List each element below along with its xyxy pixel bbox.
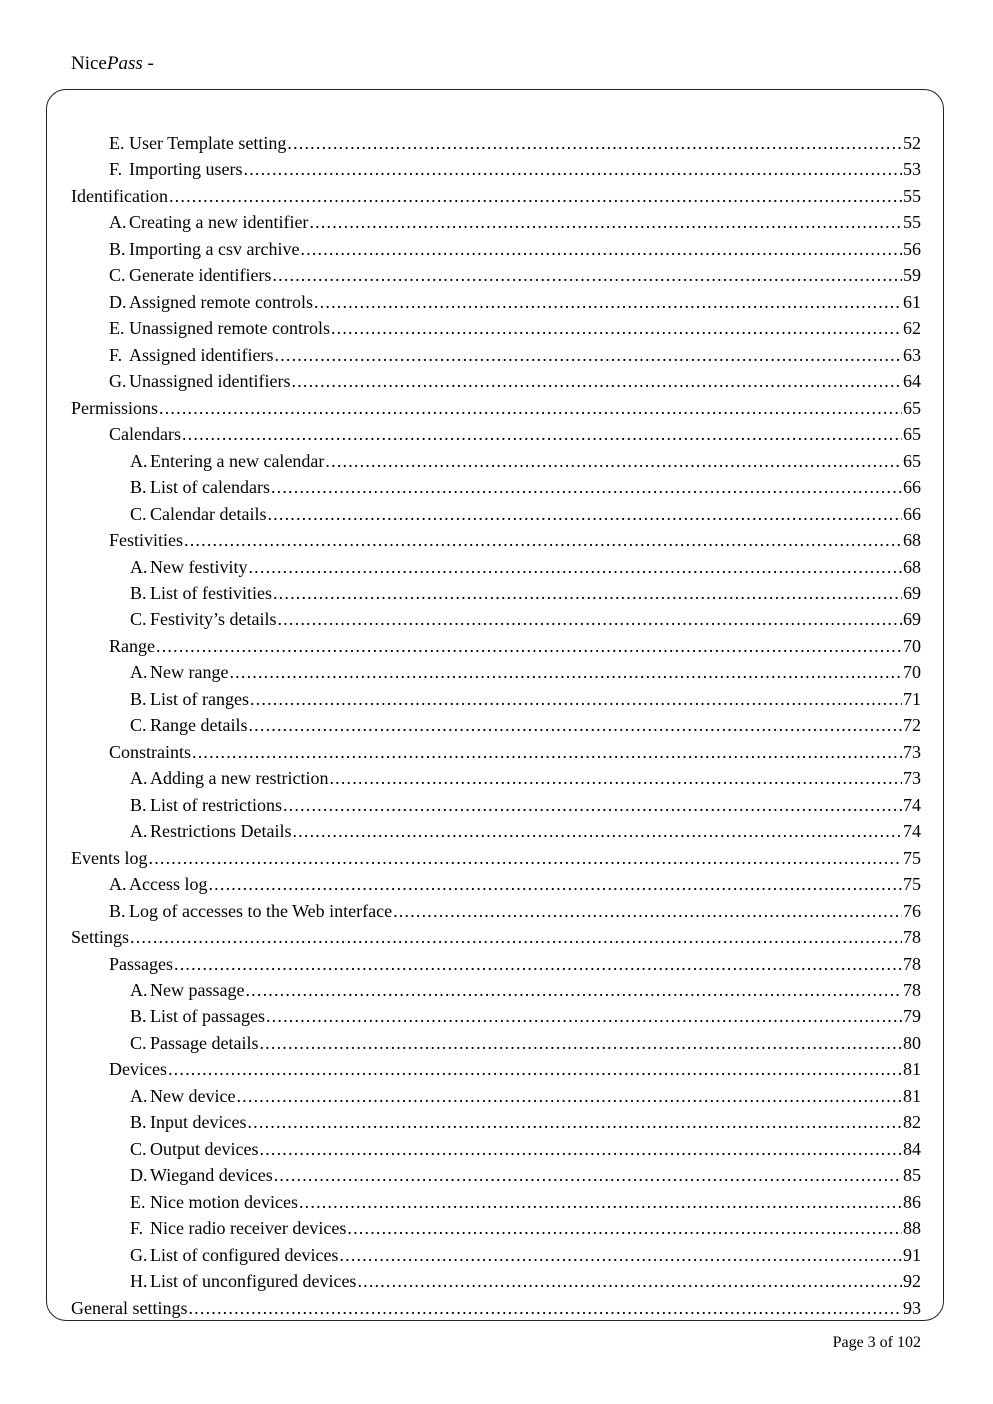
toc-entry-page: 64 <box>903 371 921 392</box>
toc-entry-letter: A. <box>130 556 148 577</box>
toc-entry-title <box>130 501 266 527</box>
toc-leader-dots <box>247 1109 902 1135</box>
toc-entry[interactable] <box>71 1109 921 1135</box>
toc-entry-letter: B. <box>130 688 147 709</box>
toc-entry-text: List of calendars <box>150 477 270 498</box>
toc-entry[interactable] <box>71 1189 921 1215</box>
toc-leader-dots <box>331 315 902 341</box>
toc-entry-text: New festivity <box>150 556 248 577</box>
toc-entry[interactable] <box>71 1162 921 1188</box>
toc-entry-title <box>109 236 299 262</box>
toc-entry-page: 78 <box>903 927 921 948</box>
toc-entry-title <box>130 1003 265 1029</box>
toc-entry-page: 69 <box>903 609 921 630</box>
toc-entry-text: Creating a new identifier <box>129 212 309 233</box>
toc-entry-page: 65 <box>903 424 921 445</box>
toc-entry-text: Adding a new restriction <box>150 768 329 789</box>
toc-entry[interactable] <box>71 686 921 712</box>
toc-entry-text: List of restrictions <box>150 794 282 815</box>
toc-entry-page: 82 <box>903 1112 921 1133</box>
toc-entry-page: 72 <box>903 715 921 736</box>
toc-entry[interactable] <box>71 580 921 606</box>
toc-entry-title <box>130 818 291 844</box>
toc-entry-page: 92 <box>903 1271 921 1292</box>
toc-entry-title <box>71 845 148 871</box>
toc-entry-letter: C. <box>109 265 126 286</box>
toc-entry-letter: E. <box>109 133 125 153</box>
toc-entry-title <box>109 342 273 368</box>
toc-entry[interactable] <box>71 421 921 447</box>
toc-entry-letter: B. <box>130 477 147 498</box>
toc-entry-text: Input devices <box>150 1112 247 1133</box>
toc-entry-page: 93 <box>903 1297 921 1318</box>
toc-entry-text: Festivity’s details <box>150 609 277 630</box>
toc-entry[interactable] <box>71 156 921 182</box>
toc-entry-page: 63 <box>903 344 921 365</box>
toc-leader-dots <box>229 659 902 685</box>
toc-entry-page: 52 <box>903 133 921 153</box>
toc-entry-text: Importing users <box>129 159 243 180</box>
toc-entry-title <box>109 1056 167 1082</box>
toc-entry-letter: E. <box>109 318 125 339</box>
toc-entry-page: 74 <box>903 794 921 815</box>
toc-entry-text: Log of accesses to the Web interface <box>129 900 393 921</box>
toc-entry-letter: B. <box>109 900 126 921</box>
toc-entry-page: 56 <box>903 238 921 259</box>
toc-entry[interactable] <box>71 262 921 288</box>
toc-entry[interactable] <box>71 209 921 235</box>
toc-entry-page: 91 <box>903 1244 921 1265</box>
toc-leader-dots <box>329 765 902 791</box>
brand-name-italic: Pass <box>106 53 143 74</box>
toc-entry[interactable] <box>71 554 921 580</box>
toc-entry-title <box>71 1295 187 1321</box>
toc-leader-dots <box>266 1003 902 1029</box>
toc-leader-dots <box>248 554 902 580</box>
toc-entry-text: Settings <box>71 927 130 948</box>
toc-entry-page: 70 <box>903 635 921 656</box>
toc-entry[interactable] <box>71 130 921 156</box>
toc-leader-dots <box>267 501 902 527</box>
toc-leader-dots <box>325 448 902 474</box>
toc-entry-title <box>130 1215 346 1241</box>
toc-entry[interactable] <box>71 606 921 632</box>
toc-entry-page: 55 <box>903 185 921 206</box>
toc-entry-page: 55 <box>903 212 921 233</box>
toc-entry-title <box>109 421 181 447</box>
toc-entry-text: Passage details <box>150 1032 259 1053</box>
toc-entry[interactable] <box>71 1030 921 1056</box>
toc-entry-title <box>130 1189 298 1215</box>
toc-entry[interactable] <box>71 395 921 421</box>
toc-entry-title <box>130 792 282 818</box>
toc-leader-dots <box>274 1162 902 1188</box>
toc-entry-text: Entering a new calendar <box>150 450 325 471</box>
toc-entry-title <box>109 130 286 156</box>
toc-leader-dots <box>291 368 902 394</box>
toc-entry-letter: A. <box>130 980 148 1000</box>
toc-entry[interactable] <box>71 1242 921 1268</box>
toc-leader-dots <box>236 1083 902 1109</box>
toc-leader-dots <box>299 1189 902 1215</box>
toc-entry-letter: D. <box>130 1165 148 1186</box>
toc-entry-title <box>109 262 271 288</box>
toc-leader-dots <box>347 1215 902 1241</box>
toc-leader-dots <box>248 712 902 738</box>
toc-entry[interactable] <box>71 1295 921 1321</box>
toc-entry-text: Range details <box>150 715 248 736</box>
toc-entry-letter: A. <box>130 450 148 471</box>
toc-leader-dots <box>357 1268 902 1294</box>
toc-leader-dots <box>130 924 902 950</box>
toc-entry[interactable] <box>71 1268 921 1294</box>
toc-entry-title <box>71 395 158 421</box>
toc-leader-dots <box>272 262 902 288</box>
toc-entry-text: Calendar details <box>150 503 267 524</box>
toc-entry[interactable] <box>71 342 921 368</box>
toc-entry-letter: B. <box>109 238 126 259</box>
toc-entry-text: Nice radio receiver devices <box>150 1218 347 1239</box>
toc-entry-letter: B. <box>130 1006 147 1027</box>
toc-entry[interactable] <box>71 845 921 871</box>
toc-entry-title <box>130 1030 258 1056</box>
toc-entry[interactable] <box>71 765 921 791</box>
toc-leader-dots <box>182 421 902 447</box>
toc-entry-letter: B. <box>130 794 147 815</box>
toc-entry-text: List of festivities <box>150 582 272 603</box>
toc-entry[interactable] <box>71 527 921 553</box>
toc-entry-text: Restrictions Details <box>150 821 292 842</box>
toc-entry-letter: A. <box>109 212 127 233</box>
toc-leader-dots <box>174 951 902 977</box>
toc-entry-title <box>109 289 313 315</box>
toc-entry-text: Output devices <box>150 1138 259 1159</box>
toc-entry-page: 66 <box>903 503 921 524</box>
toc-entry[interactable] <box>71 1003 921 1029</box>
toc-entry-title <box>130 580 272 606</box>
toc-entry-page: 70 <box>903 662 921 683</box>
toc-entry-page: 62 <box>903 318 921 339</box>
toc-entry-page: 65 <box>903 397 921 418</box>
toc-entry-page: 74 <box>903 821 921 842</box>
toc-leader-dots <box>292 818 902 844</box>
toc-entry-letter: A. <box>109 874 127 895</box>
document-header <box>71 52 154 76</box>
toc-entry-title <box>130 1162 273 1188</box>
toc-entry-text: List of unconfigured devices <box>150 1271 357 1292</box>
toc-leader-dots <box>188 1295 902 1321</box>
toc-leader-dots <box>314 289 902 315</box>
toc-entry-title <box>109 871 207 897</box>
toc-entry-text: Devices <box>109 1059 167 1080</box>
toc-entry[interactable] <box>71 474 921 500</box>
toc-entry-letter: D. <box>109 291 127 312</box>
toc-entry-page: 65 <box>903 450 921 471</box>
toc-entry[interactable] <box>71 315 921 341</box>
toc-entry[interactable] <box>71 898 921 924</box>
toc-entry-letter: F. <box>109 344 123 365</box>
toc-entry-letter: E. <box>130 1191 146 1212</box>
toc-entry-title <box>130 1268 356 1294</box>
toc-entry-letter: A. <box>130 821 148 842</box>
toc-entry[interactable] <box>71 236 921 262</box>
toc-leader-dots <box>245 977 902 1003</box>
toc-entry-page: 84 <box>903 1138 921 1159</box>
toc-entry-letter: F. <box>130 1218 144 1239</box>
toc-entry-letter: H. <box>130 1271 148 1292</box>
toc-entry-title <box>109 898 392 924</box>
toc-entry-text: User Template setting <box>129 133 287 153</box>
toc-entry[interactable] <box>71 871 921 897</box>
toc-entry-text: Constraints <box>109 741 192 762</box>
toc-entry-text: List of ranges <box>150 688 249 709</box>
toc-entry[interactable] <box>71 1083 921 1109</box>
toc-entry-page: 61 <box>903 291 921 312</box>
toc-entry[interactable] <box>71 977 921 1003</box>
toc-entry-title <box>130 977 244 1003</box>
toc-entry-title <box>130 606 277 632</box>
toc-entry-title <box>130 686 249 712</box>
toc-entry-letter: F. <box>109 159 123 180</box>
toc-entry-text: List of configured devices <box>150 1244 339 1265</box>
toc-leader-dots <box>192 739 902 765</box>
toc-entry-page: 78 <box>903 953 921 974</box>
toc-entry-title <box>109 527 183 553</box>
toc-entry[interactable] <box>71 289 921 315</box>
toc-entry[interactable] <box>71 1056 921 1082</box>
toc-entry-title <box>130 1109 246 1135</box>
toc-entry-page: 66 <box>903 477 921 498</box>
toc-entry[interactable] <box>71 924 921 950</box>
toc-leader-dots <box>184 527 902 553</box>
toc-entry[interactable] <box>71 501 921 527</box>
toc-leader-dots <box>273 580 902 606</box>
toc-entry-text: Unassigned identifiers <box>129 371 291 392</box>
toc-entry-page: 81 <box>903 1085 921 1106</box>
toc-entry-text: New passage <box>150 980 245 1000</box>
toc-entry-page: 79 <box>903 1006 921 1027</box>
toc-entry-letter: A. <box>130 1085 148 1106</box>
toc-entry-page: 53 <box>903 159 921 180</box>
toc-leader-dots <box>250 686 902 712</box>
toc-entry-page: 69 <box>903 582 921 603</box>
toc-entry-title <box>130 712 247 738</box>
toc-entry[interactable] <box>71 659 921 685</box>
toc-entry[interactable] <box>71 739 921 765</box>
toc-entry-page: 76 <box>903 900 921 921</box>
toc-entry-text: Permissions <box>71 397 159 418</box>
toc-entry-text: New range <box>150 662 229 683</box>
toc-entry-letter: G. <box>130 1244 148 1265</box>
toc-entry-page: 68 <box>903 556 921 577</box>
toc-entry[interactable] <box>71 712 921 738</box>
toc-entry-text: Passages <box>109 953 173 974</box>
toc-entry[interactable] <box>71 951 921 977</box>
toc-entry[interactable] <box>71 792 921 818</box>
toc-entry-text: Festivities <box>109 530 184 551</box>
toc-entry-page: 59 <box>903 265 921 286</box>
toc-entry-letter: C. <box>130 1138 147 1159</box>
toc-entry-title <box>109 156 242 182</box>
toc-leader-dots <box>208 871 902 897</box>
toc-leader-dots <box>149 845 903 871</box>
toc-leader-dots <box>393 898 902 924</box>
toc-entry-title <box>71 924 129 950</box>
toc-entry[interactable] <box>71 448 921 474</box>
toc-entry-text: Identification <box>71 185 168 206</box>
toc-entry[interactable] <box>71 1215 921 1241</box>
toc-leader-dots <box>271 474 902 500</box>
toc-entry-text: Events log <box>71 847 148 868</box>
toc-entry-page: 78 <box>903 980 921 1000</box>
toc-entry-page: 68 <box>903 530 921 551</box>
toc-leader-dots <box>339 1242 902 1268</box>
toc-entry-letter: B. <box>130 1112 147 1133</box>
toc-entry-title <box>130 1083 235 1109</box>
toc-entry-letter: C. <box>130 609 147 630</box>
toc-leader-dots <box>156 633 902 659</box>
toc-entry-letter: A. <box>130 662 148 683</box>
toc-entry-title <box>109 368 290 394</box>
toc-entry-page: 85 <box>903 1165 921 1186</box>
toc-entry-page: 71 <box>903 688 921 709</box>
toc-entry-letter: C. <box>130 715 147 736</box>
toc-leader-dots <box>243 156 902 182</box>
toc-entry-letter: C. <box>130 503 147 524</box>
toc-entry-text: Assigned identifiers <box>129 344 274 365</box>
toc-entry-text: Wiegand devices <box>150 1165 273 1186</box>
toc-entry-text: Importing a csv archive <box>129 238 300 259</box>
toc-entry-page: 73 <box>903 741 921 762</box>
toc-entry-text: Calendars <box>109 424 181 445</box>
toc-entry-letter: A. <box>130 768 148 789</box>
toc-entry-text: New device <box>150 1085 236 1106</box>
toc-leader-dots <box>309 209 902 235</box>
toc-entry-title <box>130 448 324 474</box>
toc-entry-text: General settings <box>71 1297 188 1318</box>
toc-entry-letter: G. <box>109 371 127 392</box>
toc-leader-dots <box>274 342 902 368</box>
toc-leader-dots <box>259 1030 902 1056</box>
toc-entry-title <box>130 659 228 685</box>
toc-entry-title <box>130 554 247 580</box>
brand-name: Nice <box>71 53 107 74</box>
toc-entry-text: Generate identifiers <box>129 265 272 286</box>
toc-entry-title <box>130 474 270 500</box>
toc-entry[interactable] <box>71 1136 921 1162</box>
toc-leader-dots <box>278 606 902 632</box>
toc-entry-letter: B. <box>130 582 147 603</box>
toc-entry-title <box>109 315 330 341</box>
toc-entry-title <box>109 951 173 977</box>
toc-entry-text: Range <box>109 635 155 656</box>
toc-leader-dots <box>159 395 902 421</box>
toc-entry-title <box>130 1136 258 1162</box>
toc-entry-title <box>130 1242 338 1268</box>
toc-entry-page: 75 <box>903 847 921 868</box>
toc-leader-dots <box>169 183 902 209</box>
toc-entry[interactable] <box>71 633 921 659</box>
toc-leader-dots <box>287 130 902 156</box>
toc-entry-text: List of passages <box>150 1006 265 1027</box>
toc-entry-page: 86 <box>903 1191 921 1212</box>
toc-leader-dots <box>300 236 902 262</box>
header-suffix: - <box>142 53 154 74</box>
toc-leader-dots <box>168 1056 902 1082</box>
toc-entry-title <box>109 633 155 659</box>
toc-entry-page: 75 <box>903 874 921 895</box>
table-of-contents <box>71 130 921 1321</box>
toc-entry-title <box>71 183 168 209</box>
toc-leader-dots <box>283 792 902 818</box>
toc-entry-page: 73 <box>903 768 921 789</box>
toc-entry-title <box>130 765 328 791</box>
toc-entry-text: Access log <box>129 874 208 895</box>
toc-entry[interactable] <box>71 368 921 394</box>
toc-entry[interactable] <box>71 183 921 209</box>
toc-entry-title <box>109 209 308 235</box>
toc-entry-title <box>109 739 191 765</box>
toc-entry-text: Nice motion devices <box>150 1191 298 1212</box>
toc-entry-page: 80 <box>903 1032 921 1053</box>
page-number: Page 3 of 102 <box>832 1334 921 1351</box>
toc-leader-dots <box>259 1136 902 1162</box>
toc-entry[interactable] <box>71 818 921 844</box>
toc-entry-page: 88 <box>903 1218 921 1239</box>
toc-entry-page: 81 <box>903 1059 921 1080</box>
toc-entry-text: Assigned remote controls <box>129 291 313 312</box>
toc-entry-text: Unassigned remote controls <box>129 318 330 339</box>
toc-entry-letter: C. <box>130 1032 147 1053</box>
